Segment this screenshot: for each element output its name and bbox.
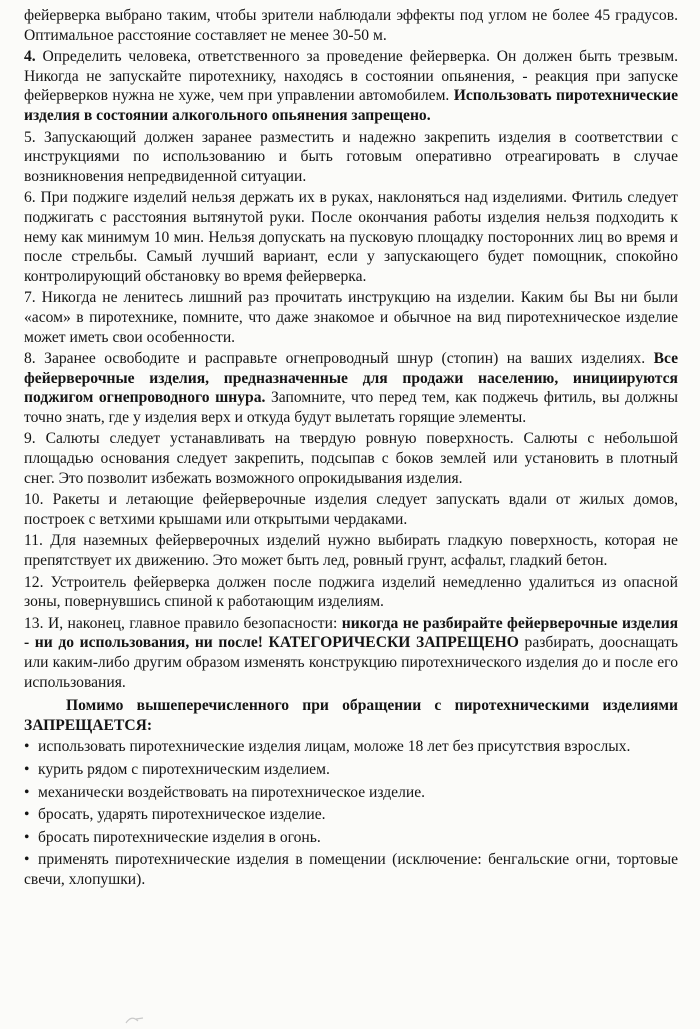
prohibited-item [24,737,678,757]
prohibited-item [24,828,678,848]
rule-text: При поджиге изделий нельзя держать их в руках, наклоняться над изделиями. Фитиль следует поджигать с расстояния вытянутой руки. После окончания работы изделия нельзя подходить к нему как минимум 10 мин. Нельзя допускать на пусковую площадку посторонних лиц во время и после стрельбы. Самый лучший вариант, если у запускающего будет помощник, спокойно контролирующий обстановку во время фейерверка. [24,189,678,285]
rule-emphasis: Все фейерверочные изделия, предназначенные для продажи населению, инициируются поджигом огнепроводного шнура. [24,350,678,407]
rule-item [24,349,678,427]
rule-number: 5. [24,128,36,146]
prohibited-list [24,737,678,889]
rule-text: Запускающий должен заранее разместить и надежно закрепить изделия в соответствии с инструкциями по использованию и быть готовым оперативно отреагировать в случае возникновения непредвиденной ситуации. [24,128,678,185]
rule-text: Запомните, что перед тем, как поджечь фитиль, вы должны точно знать, где у изделия верх и откуда будут вылетать горящие элементы. [24,389,678,426]
prohibited-item-text: применять пиротехнические изделия в помещении (исключение: бенгальские огни, тортовые свечи, хлопушки). [24,851,678,888]
rule-item [24,531,678,570]
rule-text: разбирать, дооснащать или каким-либо другим образом изменять конструкцию пиротехнического изделия до и после его использования. [24,634,678,691]
rule-item [24,614,678,692]
rule-item [24,573,678,612]
rule-text: Определить человека, ответственного за проведение фейерверка. Он должен быть трезвым. Никогда не запускайте пиротехнику, находясь в состоянии опьянения, - реакция при запуске фейерверков нужна не хуже, чем при управлении автомобилем. [24,48,678,105]
rule-text: Салюты следует устанавливать на твердую ровную поверхность. Салюты с небольшой площадью основания следует закрепить, подсыпав с боков землей или установить в плотный снег. Это позволит избежать возможного опрокидывания изделия. [24,430,678,487]
bullet-icon: • [24,783,30,801]
intro-paragraph: фейерверка выбрано таким, чтобы зрители наблюдали эффекты под углом не более 45 градусов. Оптимальное расстояние составляет не менее 30-50 м. [24,7,678,44]
rule-number: 12. [24,573,44,591]
rule-text: Для наземных фейерверочных изделий нужно выбирать гладкую поверхность, которая не препятствует их движению. Это может быть лед, ровный грунт, асфальт, гладкий бетон. [24,532,678,570]
rule-number: 13. [24,614,44,632]
prohibited-item-text: курить рядом с пиротехническим изделием. [38,760,330,778]
rule-text: Устроитель фейерверка должен после поджига изделий немедленно удалиться из опасной зоны, повернувшись спиной к работающим изделиям. [24,573,678,611]
rule-number: 6. [24,189,36,207]
rule-text: Ракеты и летающие фейерверочные изделия следует запускать вдали от жилых домов, построек с ветхими крышами или открытыми чердаками. [24,491,679,528]
prohibited-item-text: механически воздействовать на пиротехническое изделие. [38,783,426,801]
rule-item [24,288,678,347]
rule-text: Никогда не ленитесь лишний раз прочитать инструкцию на изделии. Каким бы Вы ни были «асом» в пиротехнике, помните, что даже знакомое и обычное на вид пиротехническое изделие может иметь свои особенности. [24,289,678,346]
rule-emphasis: Использовать пиротехнические изделия в состоянии алкогольного опьянения запрещено. [24,87,679,124]
rule-number: 4. [24,48,36,66]
prohibited-item [24,760,678,780]
bullet-icon: • [24,828,30,846]
scan-mark-icon [124,1015,146,1025]
rule-item [24,47,678,125]
rule-text: И, наконец, главное правило безопасности: [47,614,342,632]
bullet-icon: • [24,760,30,778]
bullet-icon: • [24,851,30,869]
prohibited-item [24,805,678,825]
prohibited-item-text: использовать пиротехнические изделия лицам, моложе 18 лет без присутствия взрослых. [38,738,631,756]
rule-number: 10. [24,491,44,509]
prohibited-item-text: бросать, ударять пиротехническое изделие. [38,806,326,824]
bullet-icon: • [24,738,30,756]
rule-item [24,128,678,187]
rule-emphasis: никогда не разбирайте фейерверочные изделия - ни до использования, ни после! КАТЕГОРИЧЕСКИ ЗАПРЕЩЕНО [24,614,679,652]
prohibited-item [24,850,678,889]
bullet-icon: • [24,806,30,824]
rule-number: 11. [24,532,43,550]
rule-item [24,490,678,529]
rule-text: Заранее освободите и расправьте огнепроводный шнур (стопин) на ваших изделиях. [44,350,654,368]
rule-item [24,429,678,488]
prohibited-item-text: бросать пиротехнические изделия в огонь. [38,828,321,846]
prohibited-heading: Помимо вышеперечисленного при обращении с пиротехническими изделиями ЗАПРЕЩАЕТСЯ: [24,697,678,734]
numbered-rules-list [24,47,678,692]
rule-number: 9. [24,430,36,448]
rule-number: 8. [24,350,36,368]
prohibited-item [24,783,678,803]
rule-number: 7. [24,289,36,307]
rule-item [24,188,678,286]
